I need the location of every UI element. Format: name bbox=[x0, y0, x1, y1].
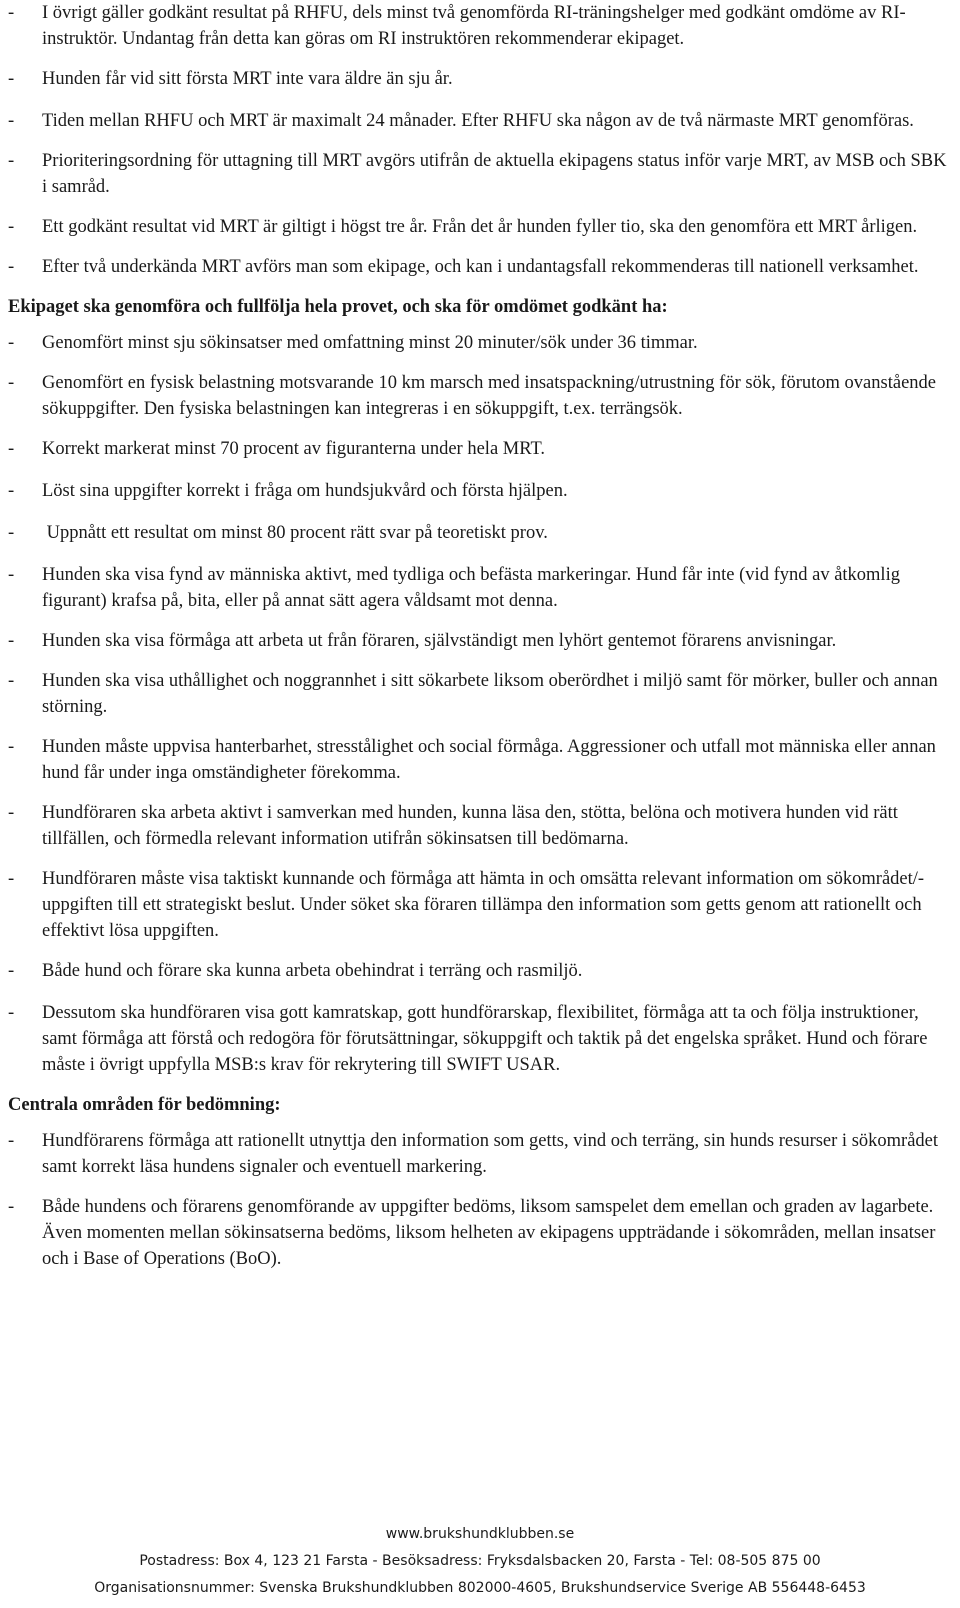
list-item: - Ett godkänt resultat vid MRT är giltigt i högst tre år. Från det år hunden fyller tio, ska den genomföra ett MRT årligen. bbox=[8, 214, 953, 240]
bullet-dash: - bbox=[8, 151, 15, 171]
list-item: - Dessutom ska hundföraren visa gott kamratskap, gott hundförarskap, flexibilitet, förmåga att ta och följa instruktioner, samt förmåga att förstå och redogöra för förutsättningar, sökuppgift och taktik på det engelska språket. Hund och förare måste i övrigt uppfylla MSB:s krav för rekrytering till SWIFT USAR. bbox=[8, 1000, 953, 1078]
bullet-dash: - bbox=[8, 671, 15, 691]
list-item: - Hunden ska visa uthållighet och noggrannhet i sitt sökarbete liksom oberördhet i miljö samt för mörker, buller och annan störning. bbox=[8, 668, 953, 720]
page-footer bbox=[0, 1521, 960, 1602]
bullet-dash: - bbox=[8, 565, 15, 585]
bullet-dash: - bbox=[8, 333, 15, 353]
approval-criteria-list bbox=[8, 330, 953, 1078]
list-item: - Löst sina uppgifter korrekt i fråga om hundsjukvård och första hjälpen. bbox=[8, 478, 953, 504]
list-item: - Genomfört en fysisk belastning motsvarande 10 km marsch med insatspackning/utrustning för sök, förutom ovanstående sökuppgifter. Den fysiska belastningen kan integreras i en sökuppgift, t.ex. terrängsök. bbox=[8, 370, 953, 422]
section-heading: Centrala områden för bedömning: bbox=[8, 1095, 281, 1115]
bullet-dash: - bbox=[8, 373, 15, 393]
list-item: - Hunden ska visa fynd av människa aktivt, med tydliga och befästa markeringar. Hund får inte (vid fynd av åtkomlig figurant) krafsa på, bita, eller på annat sätt agera våldsamt mot denna. bbox=[8, 562, 953, 614]
bullet-dash: - bbox=[8, 523, 15, 543]
bullet-dash: - bbox=[8, 69, 15, 89]
bullet-dash: - bbox=[8, 961, 15, 981]
bullet-dash: - bbox=[8, 217, 15, 237]
bullet-dash: - bbox=[8, 3, 15, 23]
list-item: - Uppnått ett resultat om minst 80 procent rätt svar på teoretiskt prov. bbox=[8, 520, 953, 546]
bullet-dash: - bbox=[8, 439, 15, 459]
list-item: - Prioriteringsordning för uttagning till MRT avgörs utifrån de aktuella ekipagens status inför varje MRT, av MSB och SBK i samråd. bbox=[8, 148, 953, 200]
list-item: - Hundföraren måste visa taktiskt kunnande och förmåga att hämta in och omsätta relevant information om sökområdet/-uppgiften till ett strategiskt beslut. Under söket ska föraren tillämpa den information som getts genom att rationellt och effektivt lösa uppgiften. bbox=[8, 866, 953, 944]
bullet-dash: - bbox=[8, 1197, 15, 1217]
list-item: - Både hundens och förarens genomförande av uppgifter bedöms, liksom samspelet dem emellan och graden av lagarbete. Även momenten mellan sökinsatserna bedöms, liksom helheten av ekipagens uppträdande i sökområden, mellan insatser och i Base of Operations (BoO). bbox=[8, 1194, 953, 1272]
footer-address: Postadress: Box 4, 123 21 Farsta - Besöksadress: Fryksdalsbacken 20, Farsta - Tel: 08-505 875 00 bbox=[139, 1553, 821, 1569]
bullet-dash: - bbox=[8, 481, 15, 501]
bullet-dash: - bbox=[8, 737, 15, 757]
list-item: - Korrekt markerat minst 70 procent av figuranterna under hela MRT. bbox=[8, 436, 953, 462]
list-item: - Hunden måste uppvisa hanterbarhet, stresstålighet och social förmåga. Aggressioner och utfall mot människa eller annan hund får under inga omständigheter förekomma. bbox=[8, 734, 953, 786]
bullet-dash: - bbox=[8, 803, 15, 823]
list-item: - Genomfört minst sju sökinsatser med omfattning minst 20 minuter/sök under 36 timmar. bbox=[8, 330, 953, 356]
bullet-dash: - bbox=[8, 1003, 15, 1023]
list-item: - Tiden mellan RHFU och MRT är maximalt 24 månader. Efter RHFU ska någon av de två närmaste MRT genomföras. bbox=[8, 108, 953, 134]
bullet-dash: - bbox=[8, 257, 15, 277]
list-item: - Hunden ska visa förmåga att arbeta ut från föraren, självständigt men lyhört gentemot förarens anvisningar. bbox=[8, 628, 953, 654]
document-content bbox=[8, 0, 953, 1272]
list-item: - Hundföraren ska arbeta aktivt i samverkan med hunden, kunna läsa den, stötta, belöna och motivera hunden vid rätt tillfällen, och förmedla relevant information utifrån sökinsatsen till bedömarna. bbox=[8, 800, 953, 852]
footer-org-number: Organisationsnummer: Svenska Brukshundklubben 802000-4605, Brukshundservice Sverige AB 556448-6453 bbox=[94, 1580, 866, 1596]
footer-website[interactable]: www.brukshundklubben.se bbox=[385, 1526, 575, 1542]
bullet-dash: - bbox=[8, 631, 15, 651]
list-item: - I övrigt gäller godkänt resultat på RHFU, dels minst två genomförda RI-träningshelger med godkänt omdöme av RI-instruktör. Undantag från detta kan göras om RI instruktören rekommenderar ekipaget. bbox=[8, 0, 953, 52]
bullet-dash: - bbox=[8, 111, 15, 131]
bullet-dash: - bbox=[8, 869, 15, 889]
list-item: - Efter två underkända MRT avförs man som ekipage, och kan i undantagsfall rekommenderas till nationell verksamhet. bbox=[8, 254, 953, 280]
requirements-list bbox=[8, 0, 953, 280]
list-item: - Hundförarens förmåga att rationellt utnyttja den information som getts, vind och terräng, sin hunds resurser i sökområdet samt korrekt läsa hundens signaler och eventuell markering. bbox=[8, 1128, 953, 1180]
list-item: - Hunden får vid sitt första MRT inte vara äldre än sju år. bbox=[8, 66, 953, 92]
list-item: - Både hund och förare ska kunna arbeta obehindrat i terräng och rasmiljö. bbox=[8, 958, 953, 984]
assessment-areas-list bbox=[8, 1128, 953, 1272]
section-heading: Ekipaget ska genomföra och fullfölja hela provet, och ska för omdömet godkänt ha: bbox=[8, 297, 668, 317]
bullet-dash: - bbox=[8, 1131, 15, 1151]
